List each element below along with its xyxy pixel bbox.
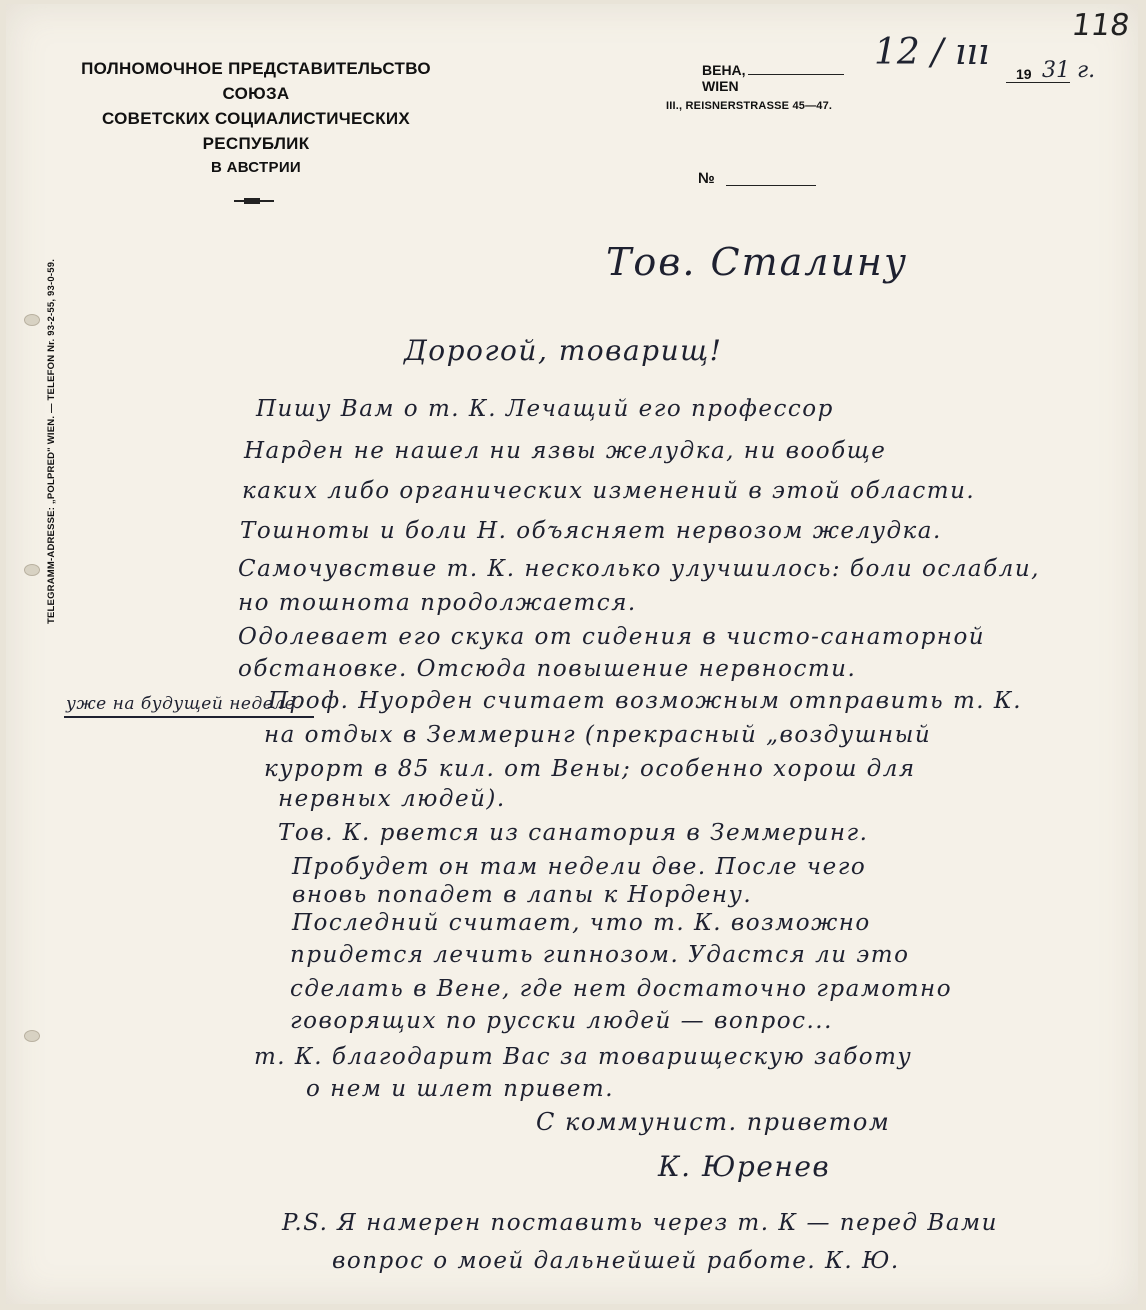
handwritten-year: 31 г.: [1042, 58, 1096, 83]
closing: С коммунист. приветом: [536, 1108, 891, 1136]
body-line: о нем и шлет привет.: [306, 1076, 615, 1102]
letterhead-line: СОВЕТСКИХ СОЦИАЛИСТИЧЕСКИХ: [101, 109, 411, 128]
body-line: Самочувствие т. К. несколько улучшилось: боли ослабли,: [238, 556, 1040, 582]
body-line: говорящих по русски людей — вопрос...: [290, 1008, 833, 1034]
letterhead-divider: [234, 200, 274, 202]
punch-hole: [24, 1030, 40, 1042]
year-prefix: 19: [1016, 66, 1032, 82]
archive-page-number: 118: [1069, 8, 1132, 43]
body-line: Тошноты и боли Н. объясняет нервозом желудка.: [240, 518, 942, 544]
body-line: Пробудет он там недели две. После чего: [292, 854, 867, 880]
body-line: каких либо органических изменений в этой области.: [242, 478, 976, 504]
body-line: Одолевает его скука от сидения в чисто-санаторной: [238, 624, 986, 650]
letterhead-line: СОЮЗА: [222, 84, 290, 103]
body-line: Последний считает, что т. К. возможно: [292, 910, 871, 936]
postscript-line: вопрос о моей дальнейшей работе. К. Ю.: [332, 1248, 900, 1274]
telegram-address: TELEGRAMM-ADRESSE: „POLPRED" WIEN. — TELEFON Nr. 93-2-55, 93-0-59.: [46, 258, 57, 624]
body-line: вновь попадет в лапы к Нордену.: [292, 882, 753, 908]
date-fill-line: [748, 74, 844, 75]
body-line: обстановке. Отсюда повышение нервности.: [238, 656, 857, 682]
city-label: [702, 62, 844, 94]
signature: К. Юренев: [658, 1150, 831, 1183]
number-fill-line: [726, 185, 816, 186]
letterhead: [36, 56, 476, 180]
body-line: но тошнота продолжается.: [238, 590, 637, 616]
body-line: сделать в Вене, где нет достаточно грамотно: [290, 976, 953, 1002]
street-address: III., REISNERSTRASSE 45—47.: [666, 100, 833, 112]
addressee: Тов. Сталину: [606, 240, 909, 284]
body-line: Проф. Нуорден считает возможным отправить т. К.: [268, 688, 1023, 714]
letterhead-line: РЕСПУБЛИК: [202, 134, 310, 153]
body-line: придется лечить гипнозом. Удастся ли это: [290, 942, 910, 968]
body-line: Пишу Вам о т. К. Лечащий его профессор: [256, 396, 834, 422]
letterhead-line: ПОЛНОМОЧНОЕ ПРЕДСТАВИТЕЛЬСТВО: [81, 59, 431, 78]
body-line: нервных людей).: [278, 786, 506, 812]
punch-hole: [24, 564, 40, 576]
margin-insertion-note: уже на будущей неделе: [66, 694, 296, 714]
body-line: курорт в 85 кил. от Вены; особенно хорош для: [264, 756, 916, 782]
number-label: №: [698, 170, 715, 187]
year-fill-line: [1006, 82, 1070, 83]
body-line: Тов. К. рвется из санатория в Земмеринг.: [278, 820, 869, 846]
punch-hole: [24, 314, 40, 326]
body-line: на отдых в Земмеринг (прекрасный „воздушный: [264, 722, 932, 748]
insertion-line: [64, 716, 314, 718]
letter-sheet: [6, 4, 1138, 1304]
body-line: Нарден не нашел ни язвы желудка, ни вообще: [244, 438, 887, 464]
body-line: т. К. благодарит Вас за товарищескую заботу: [254, 1044, 913, 1070]
city-de: WIEN: [702, 78, 739, 94]
city-ru: ВЕНА,: [702, 62, 746, 78]
postscript-line: P.S. Я намерен поставить через т. К — перед Вами: [282, 1210, 998, 1236]
salutation: Дорогой, товарищ!: [404, 334, 723, 367]
handwritten-date: 12 / ııı: [874, 32, 990, 73]
letterhead-line: В АВСТРИИ: [211, 159, 301, 176]
